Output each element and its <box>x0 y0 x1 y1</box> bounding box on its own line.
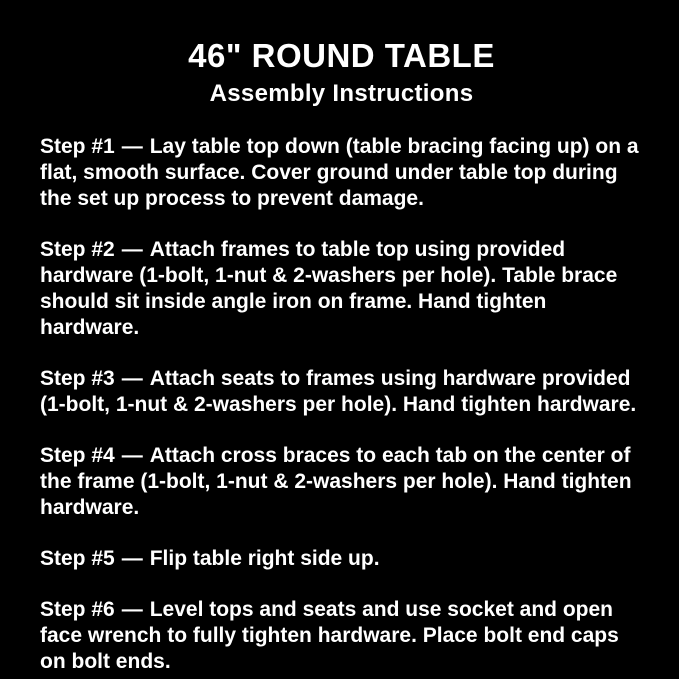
step-item-3 <box>40 366 643 418</box>
step-text: Attach cross braces to each tab on the center of the frame (1-bolt, 1-nut & 2-washers per hole). Hand tighten hardware. <box>40 444 632 520</box>
page-title: 46" ROUND TABLE <box>188 37 495 74</box>
step-item-4 <box>40 443 643 521</box>
step-dash: — <box>121 598 143 622</box>
steps-list <box>40 134 643 675</box>
page-subtitle: Assembly Instructions <box>209 79 474 107</box>
step-item-2 <box>40 237 643 341</box>
step-item-6 <box>40 597 643 675</box>
step-item-5 <box>40 546 643 572</box>
step-item-1 <box>40 134 643 212</box>
step-text: Lay table top down (table bracing facing up) on a flat, smooth surface. Cover ground under table top during the set up process to prevent damage. <box>40 135 639 211</box>
step-text: Attach seats to frames using hardware provided (1-bolt, 1-nut & 2-washers per hole). Hand tighten hardware. <box>40 367 637 417</box>
step-dash: — <box>121 547 143 571</box>
step-label: Step #4 <box>40 444 115 468</box>
step-label: Step #6 <box>40 598 115 622</box>
step-dash: — <box>121 367 143 391</box>
step-dash: — <box>121 444 143 468</box>
step-label: Step #1 <box>40 135 115 159</box>
step-dash: — <box>121 135 143 159</box>
step-label: Step #2 <box>40 238 115 262</box>
step-text: Level tops and seats and use socket and open face wrench to fully tighten hardware. Place bolt end caps on bolt ends. <box>40 598 619 674</box>
step-text: Attach frames to table top using provided hardware (1-bolt, 1-nut & 2-washers per hole). Table brace should sit inside angle iron on frame. Hand tighten hardware. <box>40 238 618 340</box>
step-label: Step #3 <box>40 367 115 391</box>
header <box>40 36 643 108</box>
step-dash: — <box>121 238 143 262</box>
step-text: Flip table right side up. <box>149 547 380 571</box>
step-label: Step #5 <box>40 547 115 571</box>
